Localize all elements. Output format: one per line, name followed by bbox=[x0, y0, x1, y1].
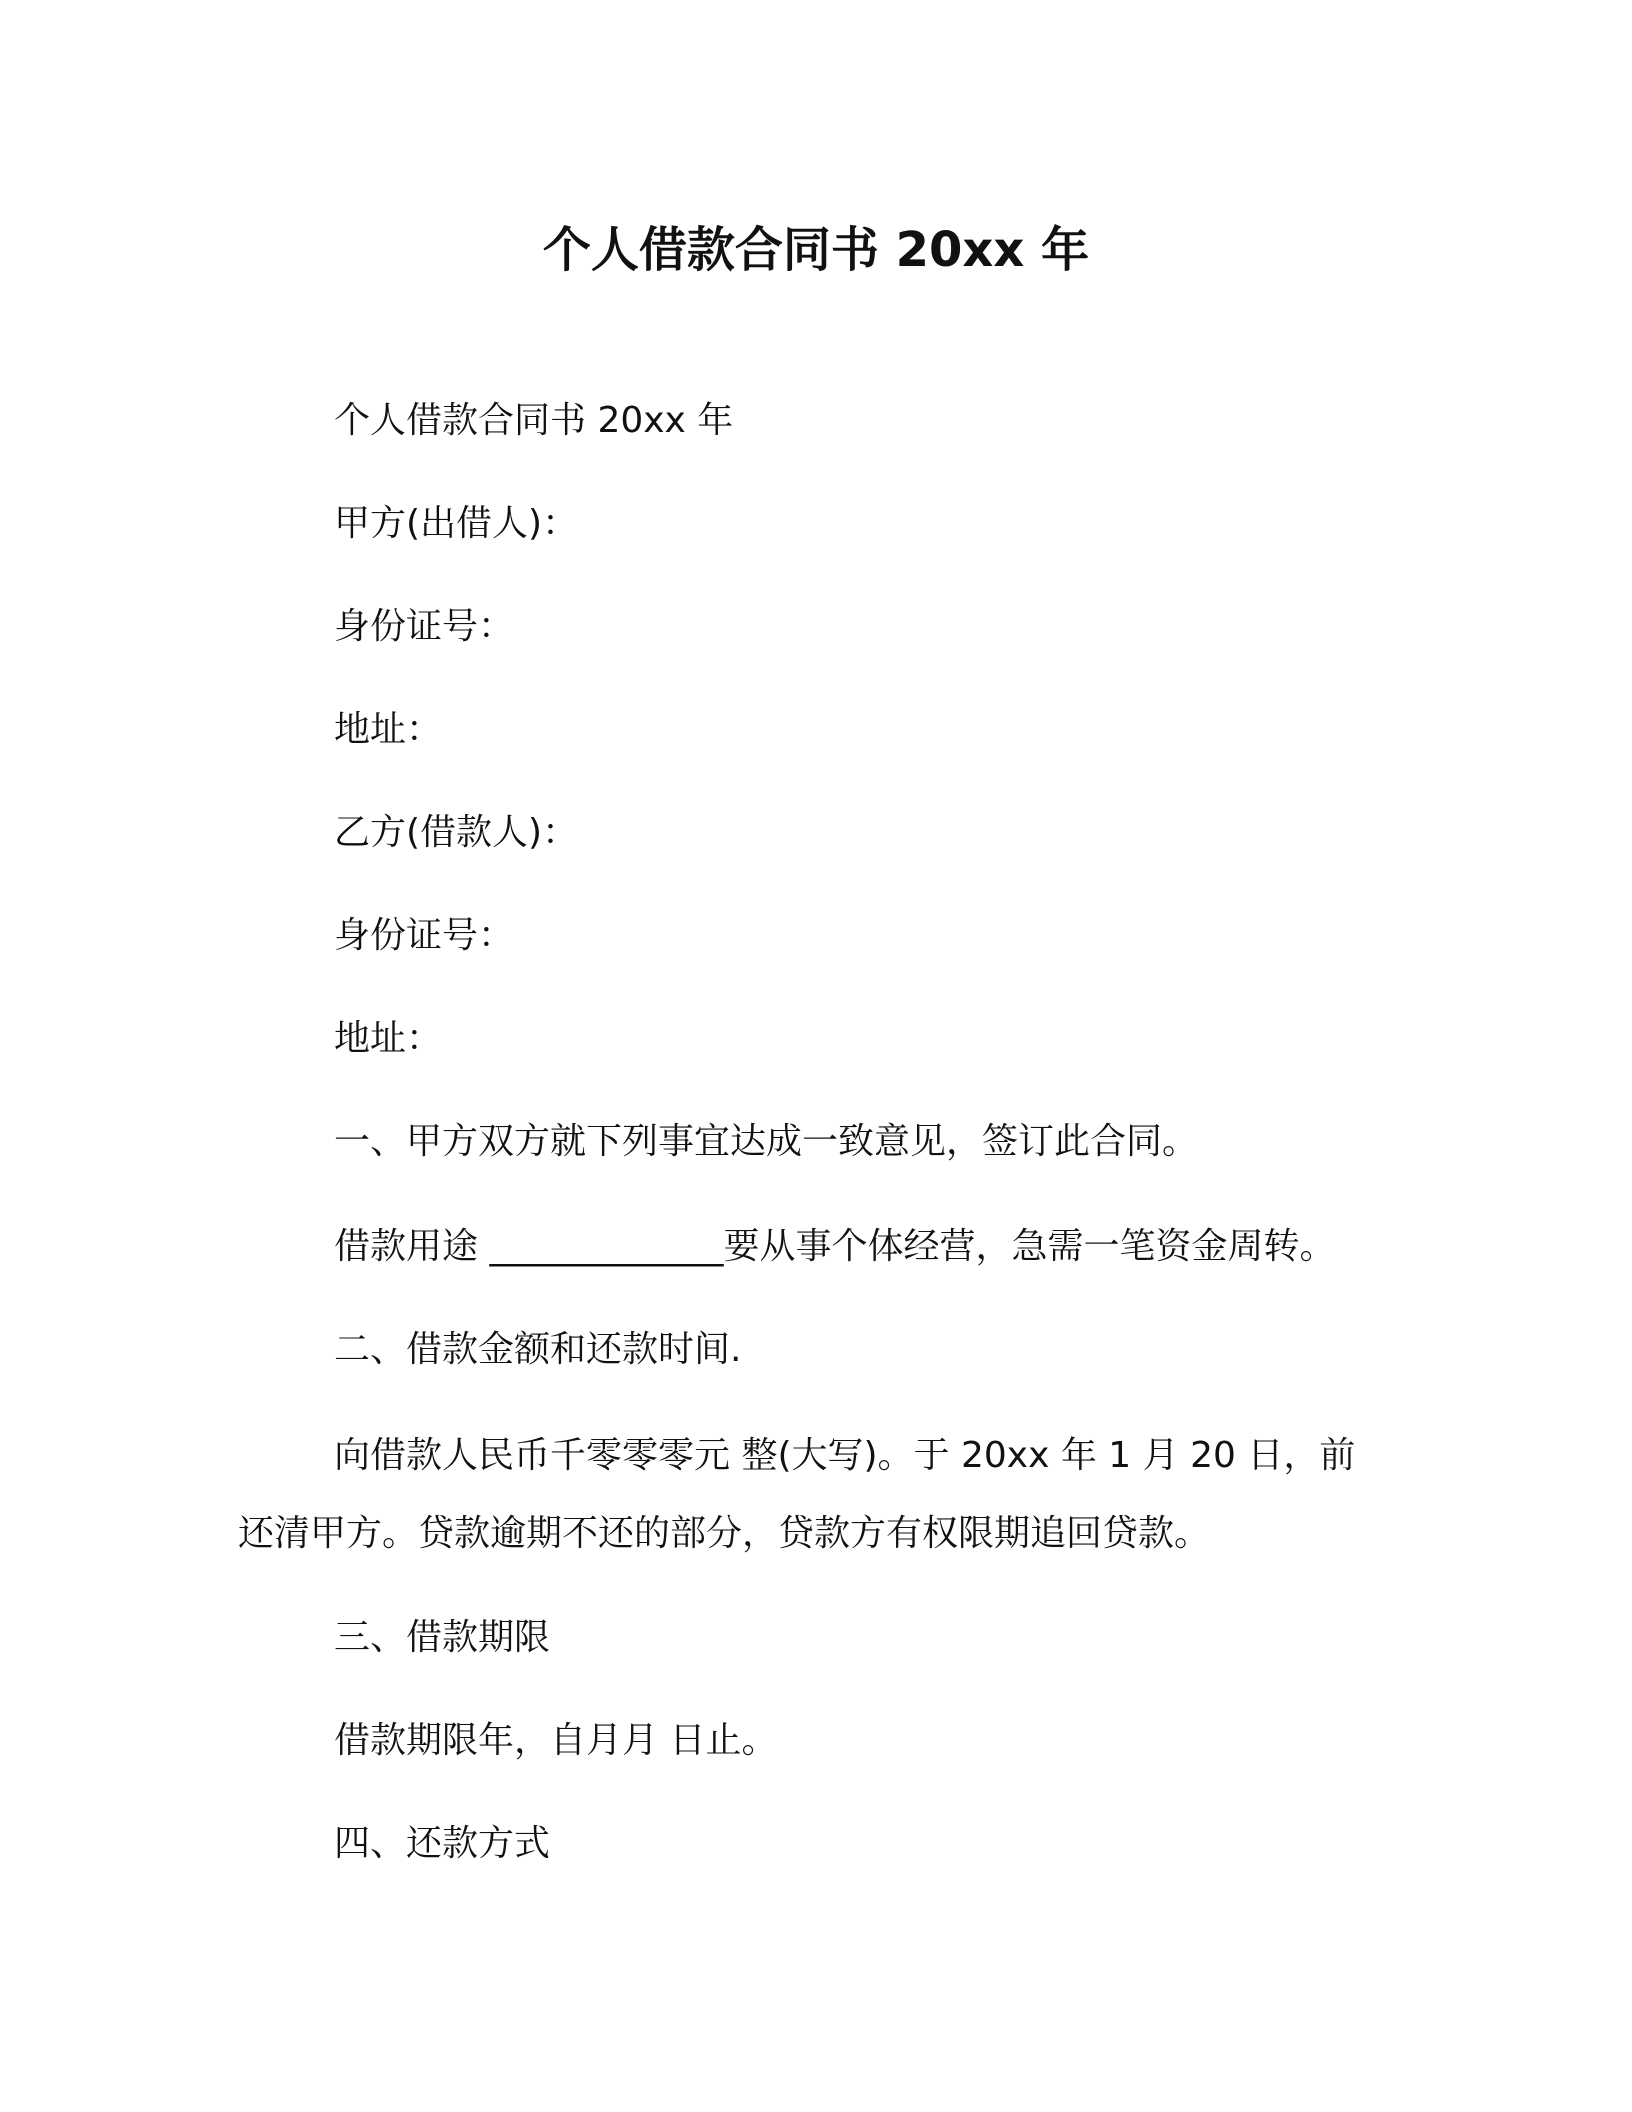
paragraph-loan-term: 借款期限年，自月月 日止。 bbox=[334, 1720, 778, 1761]
paragraph-clause-3: 三、借款期限 bbox=[334, 1617, 551, 1658]
paragraph-party-b-id: 身份证号： bbox=[334, 915, 515, 956]
paragraph-clause-2: 二、借款金额和还款时间. bbox=[334, 1329, 742, 1370]
paragraph-clause-1: 一、甲方双方就下列事宜达成一致意见，签订此合同。 bbox=[334, 1121, 1199, 1162]
paragraph-loan-amount: 向借款人民币千零零零元 整(大写)。于 20xx 年 1 月 20 日，前还清甲方。贷款逾期不还的部分，贷款方有权限期追回贷款。 bbox=[238, 1435, 1356, 1554]
paragraph-party-b: 乙方(借款人)： bbox=[334, 812, 579, 853]
paragraph-party-a-address: 地址： bbox=[334, 709, 443, 750]
paragraph-loan-purpose: 借款用途 _____________要从事个体经营，急需一笔资金周转。 bbox=[334, 1226, 1336, 1267]
paragraph-clause-4: 四、还款方式 bbox=[334, 1823, 551, 1864]
paragraph-party-a-id: 身份证号： bbox=[334, 606, 515, 647]
paragraph-party-b-address: 地址： bbox=[334, 1018, 443, 1059]
paragraph-subtitle: 个人借款合同书 20xx 年 bbox=[334, 400, 734, 441]
document-title: 个人借款合同书 20xx 年 bbox=[542, 222, 1090, 278]
paragraph-party-a: 甲方(出借人)： bbox=[334, 503, 579, 544]
